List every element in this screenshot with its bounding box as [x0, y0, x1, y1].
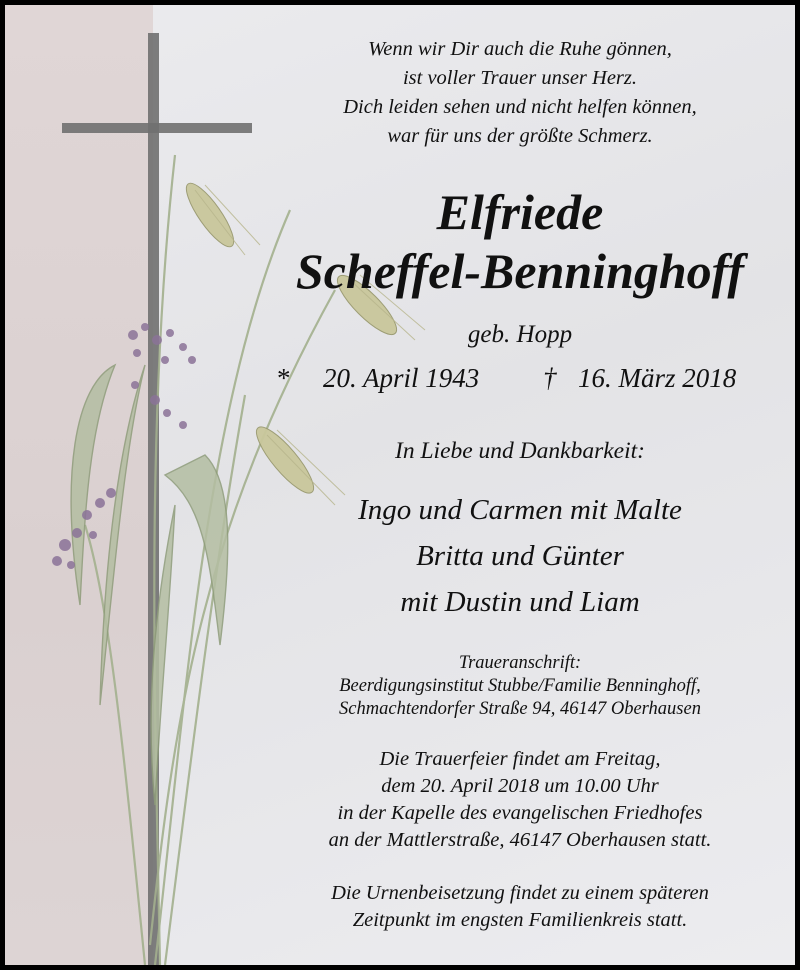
obituary-text: [245, 5, 795, 965]
poem: [245, 35, 795, 151]
family-line: Britta und Günter: [416, 540, 624, 572]
wheat-ear: [179, 178, 241, 253]
love-line: In Liebe und Dankbarkeit:: [395, 438, 645, 464]
birth-date: 20. April 1943: [323, 363, 480, 393]
ceremony-info: [245, 746, 795, 854]
deceased-first-name: Elfriede: [436, 184, 604, 240]
family-line: Ingo und Carmen mit Malte: [358, 494, 682, 526]
urn-line: Die Urnenbeisetzung findet zu einem späteren: [331, 882, 709, 904]
death-dagger-icon: †: [543, 363, 557, 393]
leaf: [100, 365, 145, 705]
birth-name: geb. Hopp: [467, 321, 573, 348]
leaf: [165, 455, 228, 645]
address-line: Beerdigungsinstitut Stubbe/Familie Benninghoff,: [339, 676, 701, 696]
birth-star-icon: *: [277, 363, 291, 393]
urn-burial-info: [245, 880, 795, 934]
ceremony-line: Die Trauerfeier findet am Freitag,: [379, 748, 661, 770]
mourning-address: [245, 652, 795, 721]
death-date: 16. März 2018: [578, 363, 737, 393]
cross-horizontal-beam: [62, 123, 252, 133]
family-line: mit Dustin und Liam: [400, 586, 640, 618]
ceremony-line: dem 20. April 2018 um 10.00 Uhr: [381, 775, 659, 797]
poem-line: war für uns der größte Schmerz.: [387, 125, 653, 147]
ceremony-line: in der Kapelle des evangelischen Friedhofes: [337, 802, 703, 824]
poem-line: ist voller Trauer unser Herz.: [402, 67, 638, 89]
urn-line: Zeitpunkt im engsten Familienkreis statt.: [352, 909, 688, 931]
family-list: [245, 487, 795, 625]
address-heading: Traueranschrift:: [458, 653, 582, 673]
ceremony-line: an der Mattlerstraße, 46147 Oberhausen statt.: [328, 829, 712, 851]
poem-line: Dich leiden sehen und nicht helfen können,: [343, 96, 697, 118]
poem-line: Wenn wir Dir auch die Ruhe gönnen,: [368, 38, 672, 60]
address-line: Schmachtendorfer Straße 94, 46147 Oberhausen: [339, 699, 701, 719]
deceased-last-name: Scheffel-Benninghoff: [295, 243, 745, 299]
